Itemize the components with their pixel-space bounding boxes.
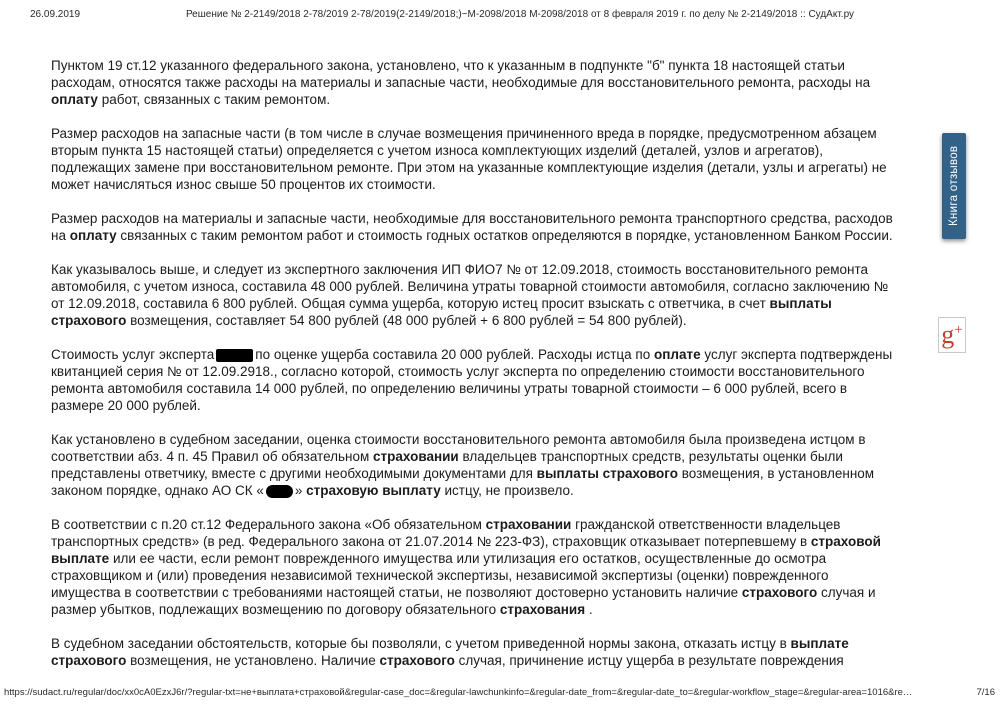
text: или ее части, если ремонт поврежденного имущества или утилизация его остатков, осуществленные до осмотра страховщиком и (или) проведения независимой технической экспертизы, независимой экспертизы (оценки) поврежденного имущества в соответствии с требованиями настоящей статьи, не позволяют достоверно установить наличие [51,551,829,600]
bold-text: страхового [379,653,455,668]
text: Как указывалось выше, и следует из экспертного заключения ИП ФИО7 № от 12.09.2018, стоимость восстановительного ремонта автомобиля, с учетом износа, составила 48 000 рублей. Величина утраты товарной стоимости автомобиля, согласно заключению № от 12.09.2018, составила 6 800 рублей. Общая сумма ущерба, которую истец просит взыскать с ответчика, в счет [51,262,889,311]
text: услуг эксперта подтверждены квитанцией серия № от 12.09.2918., согласно которой, стоимость услуг эксперта по определению стоимости восстановительного ремонта автомобиля составила 14 000 рублей, по определению величины утраты товарной стоимости – 6 000 рублей, всего в размере 20 000 рублей. [51,347,893,413]
bold-text: оплате [654,347,701,362]
print-footer [0,687,1000,699]
text: Размер расходов на материалы и запасные части, необходимые для восстановительного ремонта транспортного средства, расходов на [51,211,893,243]
bold-text: страховой выплате [51,534,881,566]
bold-text: страхования [499,602,586,617]
paragraph [51,431,900,499]
print-date: 26.09.2019 [30,9,81,20]
paragraph [51,125,900,193]
paragraph [51,346,900,414]
text: Как установлено в судебном заседании, оценка стоимости восстановительного ремонта автомобиля была произведена истцом в соответствии абз. 4 п. 45 Правил об обязательном [51,432,866,464]
bold-text: оплату [51,92,98,107]
bold-text: страхового [741,585,818,600]
text: Размер расходов на запасные части (в том числе в случае возмещения причиненного вреда в порядке, предусмотренном абзацем вторым пункта 15 настоящей статьи) определяется с учетом износа комплектующих изделий (деталей, узлов и агрегатов), подлежащих замене при восстановительном ремонте. При этом на указанные комплектующие изделия (детали, узлы и агрегаты) не может начисляться износ свыше 50 процентов их стоимости. [51,126,887,192]
bold-text: страховую выплату [306,483,441,498]
paragraph [51,57,900,108]
bold-text: выплате страхового [51,636,849,668]
bold-text: выплаты страхового [536,466,678,481]
print-header [0,9,1000,22]
text: случая, причинение истцу ущерба в результате повреждения [454,653,844,668]
text: Стоимость услуг эксперта [51,347,215,362]
text: связанных с таким ремонтом работ и стоимость годных остатков определяются в порядке, установленном Банком России. [116,228,893,243]
paragraph [51,516,900,618]
page-title: Решение № 2-2149/2018 2-78/2019 2-78/2019(2-2149/2018;)~М-2098/2018 М-2098/2018 от 8 февраля 2019 г. по делу № 2-2149/2018 :: СудАкт.ру [185,9,855,20]
paragraph [51,210,900,244]
paragraph [51,635,900,669]
text: истцу, не произвело. [440,483,574,498]
text: возмещения, в установленном законом порядке, однако АО СК « [51,466,875,498]
bold-text: страховании [485,517,572,532]
text: возмещения, не установлено. Наличие [126,653,380,668]
paragraph [51,261,900,329]
redaction-box [216,349,253,362]
source-url: https://sudact.ru/regular/doc/xx0cA0EzxJ6r/?regular-txt=не+выплата+страховой&regular-case_doc=&regular-lawchunkinfo=&regular-date_from=&regular-date_to=&regular-workflow_stage=&regular-area=1016&re… [4,687,913,698]
google-plus-icon: g [941,320,955,349]
page-indicator: 7/16 [976,687,995,698]
feedback-book-tab-label: Книга отзывов [948,145,960,227]
bold-text: выплаты страхового [51,296,832,328]
text: владельцев транспортных средств, результаты оценки были представлены ответчику, вместе с другими необходимыми документами для [51,449,843,481]
text: Пунктом 19 ст.12 указанного федерального закона, установлено, что к указанным в подпункте "б" пункта 18 настоящей статьи расходам, относятся также расходы на материалы и запасные части, необходимые для восстановительного ремонта, расходы на [51,58,871,90]
feedback-book-tab[interactable] [942,133,966,239]
text: гражданской ответственности владельцев транспортных средств» (в ред. Федерального закона от 21.07.2014 № 223-ФЗ), страховщик отказывает потерпевшему в [51,517,841,549]
text: по оценке ущерба составила 20 000 рублей. Расходы истца по [255,347,654,362]
text: В соответствии с п.20 ст.12 Федерального закона «Об обязательном [51,517,486,532]
text: . [585,602,593,617]
text: работ, связанных с таким ремонтом. [97,92,331,107]
google-plus-icon-plus: + [954,322,963,338]
text: » [294,483,307,498]
text: случая и размер убытков, подлежащих возмещению по договору обязательного [51,585,876,617]
bold-text: оплату [69,228,117,243]
bold-text: страховании [373,449,459,464]
redaction-box [266,485,293,498]
text: В судебном заседании обстоятельств, которые бы позволяли, с учетом приведенной нормы закона, отказать истцу в [51,636,791,651]
text: возмещения, составляет 54 800 рублей (48 000 рублей + 6 800 рублей = 54 800 рублей). [126,313,687,328]
document-body [51,40,900,686]
google-plus-button[interactable] [938,317,966,353]
